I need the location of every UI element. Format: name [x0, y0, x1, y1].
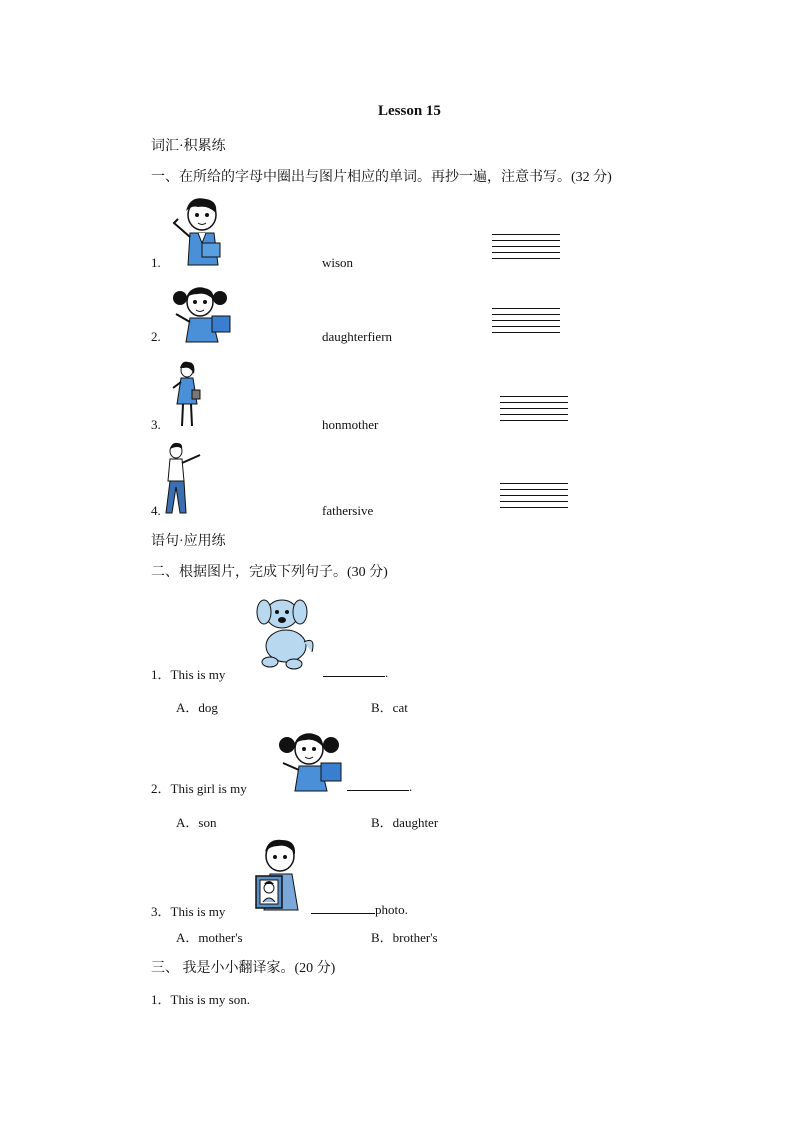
letter-string: wison: [322, 255, 354, 270]
man-icon: [160, 441, 206, 517]
boy-student-icon: [168, 193, 232, 271]
answer-blank-2[interactable]: [347, 778, 412, 795]
section-heading: 一、在所给的字母中圈出与图片相应的单词。再抄一遍，注意书写。(32 分): [151, 170, 612, 185]
question-number: 3．: [151, 904, 171, 919]
option-b[interactable]: B．cat: [371, 700, 408, 715]
item-number: 2.: [151, 329, 161, 344]
translation-item-1: [151, 989, 250, 1008]
item-number: 3.: [151, 417, 161, 432]
question-3: [151, 901, 225, 920]
question-number: 2．: [151, 781, 171, 796]
question-1: [151, 664, 225, 683]
sentence-text: This is my son.: [170, 992, 250, 1007]
sentence-end: photo.: [375, 902, 408, 917]
writing-lines[interactable]: [492, 308, 560, 338]
question-number: 1．: [151, 667, 171, 682]
section-label: 词汇·积累练: [151, 139, 226, 154]
letter-string: daughterfiern: [322, 329, 393, 344]
section-label: 语句·应用练: [151, 534, 226, 549]
item-number: 4.: [151, 503, 161, 518]
section-heading: 二、根据图片，完成下列句子。(30 分): [151, 565, 388, 580]
question-number: 1．: [151, 992, 171, 1007]
letter-string: honmother: [322, 417, 379, 432]
sentence-end: .: [385, 665, 389, 680]
answer-blank-3[interactable]: [311, 901, 408, 918]
sentence-text: This is my: [170, 667, 226, 682]
writing-lines[interactable]: [500, 483, 568, 513]
page-title: Lesson 15: [378, 103, 441, 119]
item-number: 1.: [151, 255, 161, 270]
writing-lines[interactable]: [492, 234, 560, 264]
option-a[interactable]: A．dog: [176, 700, 218, 715]
girl-student-icon: [170, 282, 238, 344]
sentence-text: This is my: [170, 904, 226, 919]
writing-lines[interactable]: [500, 396, 568, 426]
sentence-text: This girl is my: [170, 781, 247, 796]
question-2: [151, 778, 247, 797]
option-a[interactable]: A．son: [176, 815, 217, 830]
sentence-end: .: [409, 779, 413, 794]
toy-dog-icon: [252, 592, 318, 672]
girl-student-icon: [277, 727, 349, 793]
answer-blank-1[interactable]: [323, 664, 388, 681]
woman-icon: [170, 360, 204, 432]
option-a[interactable]: A．mother's: [176, 930, 243, 945]
option-b[interactable]: B．daughter: [371, 815, 439, 830]
section-heading: 三、 我是小小翻译家。(20 分): [151, 961, 336, 976]
boy-with-photo-icon: [252, 836, 304, 914]
letter-string: fathersive: [322, 503, 374, 518]
option-b[interactable]: B．brother's: [371, 930, 438, 945]
